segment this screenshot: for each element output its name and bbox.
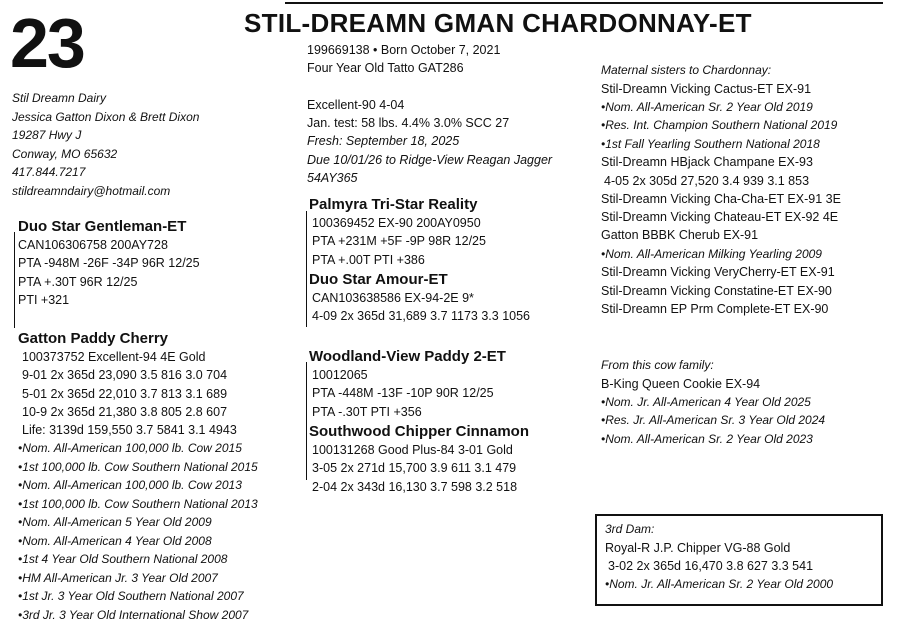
sister-name: Gatton BBBK Cherub EX-91 xyxy=(601,228,759,243)
sister-name: Stil-Dreamn Vicking Cha-Cha-ET EX-91 3E xyxy=(601,191,841,206)
sister-name: Stil-Dreamn Vicking Cactus-ET EX-91 xyxy=(601,81,812,96)
dam-award: •3rd Jr. 3 Year Old International Show 2007 xyxy=(18,607,249,622)
paternal-grandsire-block xyxy=(309,195,486,269)
paternal-grandsire-line: PTA +.00T PTI +386 xyxy=(312,252,425,267)
paternal-granddam-name: Duo Star Amour-ET xyxy=(309,271,448,288)
cow-family-note: •Res. Jr. All-American Sr. 3 Year Old 2024 xyxy=(601,413,826,428)
breeder-line: Stil Dreamn Dairy xyxy=(12,91,107,105)
dam-record: 9-01 2x 365d 23,090 3.5 816 3.0 704 xyxy=(22,368,228,383)
breeder-line: 417.844.7217 xyxy=(12,165,86,179)
third-dam-record: 3-02 2x 365d 16,470 3.8 627 3.3 541 xyxy=(608,558,814,573)
dam-block xyxy=(18,329,258,624)
paternal-grandsire-name: Palmyra Tri-Star Reality xyxy=(309,196,478,213)
maternal-grandsire-line: 10012065 xyxy=(312,368,368,382)
maternal-granddam-line: 100131268 Good Plus-84 3-01 Gold xyxy=(312,443,513,457)
maternal-sisters xyxy=(601,61,841,318)
sire-line: PTA -948M -26F -34P 96R 12/25 xyxy=(18,256,200,271)
sire-line: PTI +321 xyxy=(18,292,70,307)
breeder-line: Conway, MO 65632 xyxy=(12,146,118,161)
maternal-granddam-record: 2-04 2x 343d 16,130 3.7 598 3.2 518 xyxy=(312,479,518,494)
third-dam-note: •Nom. Jr. All-American Sr. 2 Year Old 2000 xyxy=(605,577,834,592)
top-rule xyxy=(285,2,883,4)
cow-family-note: •Nom. Jr. All-American 4 Year Old 2025 xyxy=(601,394,811,409)
sister-name: Stil-Dreamn Vicking VeryCherry-ET EX-91 xyxy=(601,265,835,280)
cow-family xyxy=(601,356,825,448)
page-title: STIL-DREAMN GMAN CHARDONNAY-ET xyxy=(244,8,752,38)
sister-note: •Res. Int. Champion Southern National 2019 xyxy=(601,118,838,133)
sire-line: CAN106306758 200AY728 xyxy=(18,238,168,252)
breeder-email: stildreamndairy@hotmail.com xyxy=(12,183,171,198)
dam-line: 100373752 Excellent-94 4E Gold xyxy=(22,350,206,364)
dam-award: •Nom. All-American 5 Year Old 2009 xyxy=(18,515,212,530)
third-dam-box xyxy=(595,514,883,606)
cow-fresh: Fresh: September 18, 2025 xyxy=(307,134,460,149)
maternal-granddam-block xyxy=(309,422,529,496)
dam-award: •HM All-American Jr. 3 Year Old 2007 xyxy=(18,570,218,585)
sister-name: Stil-Dreamn EP Prm Complete-ET EX-90 xyxy=(601,301,829,316)
cow-family-name: B-King Queen Cookie EX-94 xyxy=(601,376,761,391)
pedigree-bracket xyxy=(306,362,307,480)
sister-name: Stil-Dreamn HBjack Champane EX-93 xyxy=(601,155,813,170)
breeder-line: Jessica Gatton Dixon & Brett Dixon xyxy=(12,109,200,124)
paternal-granddam-line: CAN103638586 EX-94-2E 9* xyxy=(312,291,474,305)
maternal-grandsire-name: Woodland-View Paddy 2-ET xyxy=(309,348,506,365)
paternal-granddam-block xyxy=(309,270,530,326)
dam-award: •Nom. All-American 100,000 lb. Cow 2013 xyxy=(18,478,242,493)
maternal-granddam-record: 3-05 2x 271d 15,700 3.9 611 3.1 479 xyxy=(312,461,517,476)
maternal-grandsire-line: PTA -.30T PTI +356 xyxy=(312,404,422,419)
dam-lifetime: Life: 3139d 159,550 3.7 5841 3.1 4943 xyxy=(22,423,237,438)
third-dam-name: Royal-R J.P. Chipper VG-88 Gold xyxy=(605,540,791,555)
paternal-granddam-record: 4-09 2x 365d 31,689 3.7 1173 3.3 1056 xyxy=(312,309,531,324)
sister-note: •1st Fall Yearling Southern National 2018 xyxy=(601,136,820,151)
breeder-contact xyxy=(12,89,199,200)
dam-record: 10-9 2x 365d 21,380 3.8 805 2.8 607 xyxy=(22,404,228,419)
sire-line: PTA +.30T 96R 12/25 xyxy=(18,274,138,289)
dam-award: •1st 100,000 lb. Cow Southern National 2015 xyxy=(18,459,258,474)
pedigree-bracket xyxy=(306,211,307,327)
dam-award: •Nom. All-American 100,000 lb. Cow 2015 xyxy=(18,441,242,456)
cow-age-tattoo: Four Year Old Tatto GAT286 xyxy=(307,61,464,76)
maternal-grandsire-line: PTA -448M -13F -10P 90R 12/25 xyxy=(312,386,494,401)
dam-award: •Nom. All-American 4 Year Old 2008 xyxy=(18,533,212,548)
dam-award: •1st Jr. 3 Year Old Southern National 2007 xyxy=(18,589,244,604)
cow-info xyxy=(307,41,552,187)
cow-family-note: •Nom. All-American Sr. 2 Year Old 2023 xyxy=(601,431,813,446)
cow-test: Jan. test: 58 lbs. 4.4% 3.0% SCC 27 xyxy=(307,116,510,131)
maternal-grandsire-block xyxy=(309,347,506,421)
sister-note: •Nom. All-American Sr. 2 Year Old 2019 xyxy=(601,99,813,114)
lot-number: 23 xyxy=(10,4,84,82)
sister-note: •Nom. All-American Milking Yearling 2009 xyxy=(601,246,822,261)
cow-classification: Excellent-90 4-04 xyxy=(307,97,405,112)
sire-name: Duo Star Gentleman-ET xyxy=(18,218,187,235)
pedigree-bracket xyxy=(14,232,15,328)
dam-award: •1st 100,000 lb. Cow Southern National 2013 xyxy=(18,496,258,511)
maternal-granddam-name: Southwood Chipper Cinnamon xyxy=(309,423,529,440)
spacer xyxy=(307,78,552,96)
cow-registration: 199669138 • Born October 7, 2021 xyxy=(307,43,501,57)
sister-name: Stil-Dreamn Vicking Constatine-ET EX-90 xyxy=(601,283,832,298)
third-dam-heading: 3rd Dam: xyxy=(605,522,655,536)
cow-family-heading: From this cow family: xyxy=(601,358,714,372)
dam-award: •1st 4 Year Old Southern National 2008 xyxy=(18,552,228,567)
dam-name: Gatton Paddy Cherry xyxy=(18,330,169,347)
paternal-grandsire-line: 100369452 EX-90 200AY0950 xyxy=(312,216,481,230)
cow-due-sire: 54AY365 xyxy=(307,171,358,186)
sire-block xyxy=(18,217,200,309)
cow-due: Due 10/01/26 to Ridge-View Reagan Jagger xyxy=(307,152,553,167)
dam-record: 5-01 2x 365d 22,010 3.7 813 3.1 689 xyxy=(22,386,228,401)
paternal-grandsire-line: PTA +231M +5F -9P 98R 12/25 xyxy=(312,234,486,249)
sister-name: Stil-Dreamn Vicking Chateau-ET EX-92 4E xyxy=(601,210,839,225)
breeder-line: 19287 Hwy J xyxy=(12,128,82,142)
maternal-sisters-heading: Maternal sisters to Chardonnay: xyxy=(601,63,772,77)
sister-record: 4-05 2x 305d 27,520 3.4 939 3.1 853 xyxy=(604,173,810,188)
